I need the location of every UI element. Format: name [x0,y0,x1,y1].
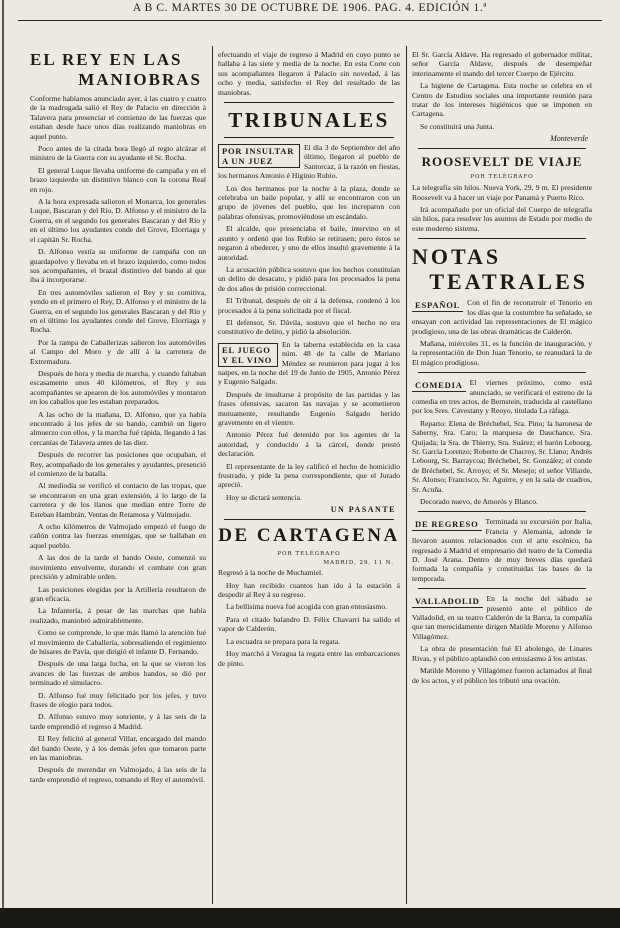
article-paragraph: Poco antes de la citada hora llegó al regio alcázar el ministro de la Guerra con su ayudante el Sr. Rocha. [30,144,206,163]
tribunales-subhead: POR INSULTAR A UN JUEZ [218,144,300,168]
masthead-rule [18,20,602,21]
article-paragraph: Irá acompañado por un oficial del Cuerpo de telegrafía sin hilos, para resolver los asuntos de Estado por medio de este moderno sistema. [412,205,592,233]
article-paragraph: El día 3 de Septiembre del año último, llegaron al pueblo de Santorcaz, á la razón en fiestas, los hermanos Antonio é Higinio Rubio. [218,143,400,181]
article-paragraph: A las ocho de la mañana, D. Alfonso, que ya había encontrado á los jefes de su bando, cambió un ligero almuerzo con ellos, y la marcha fué rápida, llegando á las cercanías de Talavera antes de las diez. [30,409,206,447]
article-paragraph: El Rey felicitó al general Villar, encargado del mando del bando Oeste, y á los demás jefes que tomaron parte en las maniobras. [30,734,206,762]
section-divider [224,137,394,138]
article-paragraph: D. Alfonso fué muy felicitado por los jefes, y tuvo frases de elogio para todos. [30,690,206,709]
page-edge [2,0,4,908]
column-1 [30,50,206,906]
cartagena-subtitle: POR TELÉGRAFO [277,551,341,558]
article-paragraph: La telegrafía sin hilos. Nueva York, 29, 9 m. El presidente Roosevelt va á hacer un viaje por Panamá y Puerto Rico. [412,183,592,202]
article-paragraph: La acusación pública sostuvo que los hechos constituían un delito de desacato, y pidió para los procesados la pena de dos años de prisión correccional. [218,264,400,293]
article-paragraph: Matilde Moreno y Villagómez fueron aclamados al final de los actos, y el público les tributó una ovación. [412,666,592,685]
notas-title-line-1: NOTAS [412,244,502,270]
article-paragraph: La bellísima nueva fué acogida con gran entusiasmo. [226,602,388,612]
article-paragraph: Después de merendar en Valmojado, á las seis de la tarde emprendió el regreso, tomando el Rey el automóvil. [30,765,206,784]
comedia-head: COMEDIA [412,379,466,392]
article-paragraph: En la taberna establecida en la casa núm. 48 de la calle de Mariano Méndez se reunieron para jugar á los naipes, en la noche del 19 de Junio de 1905, Antonio Pérez y Eugenio Salgado. [218,339,400,387]
headline-line-1: EL REY EN LAS [30,50,183,69]
article-paragraph: Hoy marchó á Veragua la regata entre las embarcaciones de pinto. [218,649,400,668]
section-divider [224,102,394,103]
article-paragraph: El alcalde, que presenciaba el baile, intervino en el asunto y ordenó que los Rubio se retirasen; pero éstos se negaron á obedecer, y uno de ellos insultó gravemente á la autoridad. [218,224,400,262]
article-paragraph: El viernes próximo, como está anunciado, se verificará el estreno de la comedia en tres actos, de Bernstein, traducida al castellano por los Sres. Cavestany y Reoyo, titulada La ráfaga. [412,378,592,416]
article-paragraph: Hoy han recibido cuantos han ido á la estación á despedir al Rey á su regreso. [218,580,400,600]
article-paragraph: Regresó á la noche de Muchamiel. [218,568,324,578]
article-paragraph: Hoy se dictará sentencia. [226,492,302,502]
roosevelt-subtitle: POR TELÉGRAFO [470,174,534,181]
article-paragraph: Después de una larga lucha, en la que se vieron los avances de las fuerzas de ambos bandos, se dió por terminado el simulacro. [30,659,206,688]
section-divider [418,148,586,149]
article-paragraph: El defensor, Sr. Dávila, sostuvo que el hecho no era constitutivo de delito, y pidió la absolución. [218,317,400,337]
section-divider [418,238,586,239]
article-paragraph: En la noche del sábado se presentó ante el público de Valladolid, en su teatro Calderón de la Barca, la compañía que tan merecidamente dirigen Matilde Moreno y Alfonso Villagómez. [412,594,592,641]
article-paragraph: En tres automóviles salieron el Rey y su comitiva, yendo en el primero el Rey, D. Alfonso y el ministro de la Guerra, en el segundo los generales Bascaran y del Río y en el último los ayudantes conde del Grove, Elorriaga y Rocha. [30,287,206,335]
column-rule-1 [212,46,213,904]
cartagena-dateline: MADRID, 29, 11 N. [323,560,394,567]
article-paragraph: Reparto: Elena de Bréchebel, Sra. Pino; la baronesa de Saberny, Sra. Caro; la marquesa de Dauchance, Sra. Quijada; la Sra. de Thierry, Sra. Suárez; el barón Lebourg, Sr. García Lorenzo; Roberto de Chacroy, Sr. Llano; Andrés Lebourg, Sr. Barraycoa; Bréchebel, Sr. González; el conde de Bréchebel, Sr. Arroyo; el Sr. Mesejo; el señor Villarde, Sr. Alonso; Francisco, Sr. Aguirre, y en la sala de cuadros, Sr. Acuña. [412,418,592,494]
article-paragraph: El general Luque llevaba uniforme de campaña y en el brazo izquierdo un distintivo blanco con la corona Real en rojo. [30,165,206,194]
article-paragraph: Después de insultarse á propósito de las partidas y las frases ofensivas, sacaron las navajas y se acometieron mutuamente, resultando Eugenio Salgado herido gravemente en el vientre. [218,389,400,427]
tribunales-title: TRIBUNALES [228,108,390,133]
masthead: A B C. MARTES 30 DE OCTUBRE DE 1906. PAG. 4. EDICIÓN 1.ª [132,2,488,14]
article-paragraph: Las posiciones elegidas por la Artillería resultaron de gran eficacia. [30,584,206,603]
article-paragraph: A las dos de la tarde el bando Oeste, comenzó su movimiento envolvente, durando el combate con gran precisión y admirable orden. [30,553,206,582]
article-paragraph: Decorado nuevo, de Amorós y Blanco. [420,497,538,506]
article-paragraph: Antonio Pérez fué detenido por los agentes de la autoridad, y conducido á la cárcel, donde prestó declaración. [218,430,400,459]
article-paragraph: Después de hora y media de marcha, y cuando faltaban escasamente unos 40 kilómetros, el Rey y sus acompañantes se apearon de los automóviles y montaron en los caballos que les estaban preparados. [30,368,206,407]
valladolid-head: VALLADOLID [412,595,483,608]
cartagena-title: DE CARTAGENA [218,525,400,547]
article-paragraph: Por la rampa de Caballerizas salieron los automóviles al Campo del Moro y de allí á la carretera de Extremadura. [30,337,206,366]
article-paragraph: Mañana, miércoles 31, es la función de inauguración, y la representación de Don Juan Tenorio, se reanudará la de El mágico prodigioso. [412,338,592,367]
section-divider [224,519,394,520]
article-paragraph: D. Alfonso estuvo muy sonriente, y á las seis de la tarde emprendió el regreso á Madrid. [30,712,206,731]
article-paragraph: Para el citado balandro D. Félix Chavarri ha salido el vapor de Calderón. [218,614,400,634]
byline: Monteverde [550,134,588,144]
scan-bottom-edge [0,908,620,928]
article-paragraph: La Infantería, á pesar de las marchas que había realizado, maniobró admirablemente. [30,606,206,625]
juego-subhead: EL JUEGO Y EL VINO [218,343,278,367]
article-paragraph: El representante de la ley calificó el hecho de homicidio frustrado, y pide la pena correspondiente, que el Jurado apreció. [218,461,400,490]
article-paragraph: A la hora expresada salieron el Monarca, los generales Luque, Bascaran y del Río, D. Alfonso y el ministro de la Guerra, en el segundo los generales Bascaran y del Río y en el último los ayudantes conde del Grove, Elorriaga y el capitán Sr. Rocha. [30,197,206,244]
article-paragraph: Conforme habíamos anunciado ayer, á las cuatro y cuatro de la madrugada salió el Rey de Palacio en dirección á Talavera para presenciar el comienzo de las fuerzas que estaban desde hace unos días realizando maniobras en aquel punto. [30,94,206,141]
article-paragraph: D. Alfonso vestía su uniforme de campaña con un guardapolvo y llevaba en el brazo izquierdo, como todos sus acompañantes, el brazal distintivo del bando al que iba á incorporarse. [30,247,206,285]
espanol-head: ESPAÑOL [412,299,463,312]
article-paragraph: Con el fin de reconstruir el Tenorio en los días que la costumbre ha señalado, se ensayan con actividad las representaciones de El mágico prodigioso, una de las obras dramáticas de Calderón. [412,298,592,336]
headline-line-2: MANIOBRAS [78,70,202,89]
roosevelt-title: ROOSEVELT DE VIAJE [421,154,583,170]
article-paragraph: Terminada su excursión por Italia, Francia y Alemania, adonde le llevaron asuntos relacionados con el arte escénico, ha regresado á Madrid el empresario del teatro de la Comedia D. José Arana. Dentro de muy breves días quedará formada la compañía y constituidas las bases de la temporada. [412,517,592,583]
article-paragraph: La escuadra se prepara para la regata. [226,636,341,646]
article-paragraph: El Tribunal, después de oír á la defensa, condenó á los procesados á la pena solicitada por el fiscal. [218,296,400,315]
article-paragraph: La higiene de Cartagena. Esta noche se celebra en el Centro de Estudios sociales una importante reunión para tratar de los intereses higiénicos que se imponen en Cartagena. [412,81,592,119]
column-rule-2 [406,46,407,904]
notas-title-line-2: TEATRALES [429,269,588,295]
article-paragraph: A ocho kilómetros de Valmojado empezó el fuego de cañón contra las fuerzas enemigas, que se hallaban en aquel pueblo. [30,522,206,550]
article-paragraph: La obra de presentación fué El abolengo, de Linares Rivas, y el público aplaudió con entusiasmo á los artistas. [412,644,592,663]
article-paragraph: Después de recorrer las posiciones que ocupaban, el Rey, acompañado de los generales y ayudantes, presenció el comienzo de la batalla. [30,450,206,479]
article-paragraph: Se constituirá una Junta. [420,121,495,131]
column-2 [218,50,400,906]
article-paragraph: Como se comprende, lo que más llamó la atención fué el movimiento de Caballería, sobresaliendo el regimiento de húsares de Pavía, que dirigió el infante D. Fernando. [30,628,206,656]
article-paragraph: Al mediodía se verificó el contacto de las tropas, que se encontraron en una gran extensión, á lo largo de la carretera y de los llanos que median entre Torre de Esteban Hambrán, Ventas de Retamosa y Valmojado. [30,481,206,519]
section-divider [418,588,586,589]
column-3 [412,50,592,906]
signoff: UN PASANTE [330,505,396,515]
article-paragraph: Los dos hermanos por la noche á la plaza, donde se celebraba un baile popular, y allí se encontraron con un grupo de jóvenes del pueblo, que les increparon con palabras ofensivas, promoviéndose un escándalo. [218,183,400,221]
section-divider [418,372,586,373]
regreso-head: DE REGRESO [412,518,482,531]
section-divider [418,511,586,512]
article-paragraph: efectuando el viaje de regreso á Madrid en cuyo punto se hallaba á las siete y media de la noche. En esta Corte con sus acompañantes llegaron á Palacio sin novedad, á las ocho y media, satisfecho el Rey del resultado de las maniobras. [218,50,400,97]
article-paragraph: El Sr. García Aldave. Ha regresado el gobernador militar, señor García Aldave, después de desempeñar interinamente el mando del tercer Cuerpo de Ejército. [412,50,592,78]
